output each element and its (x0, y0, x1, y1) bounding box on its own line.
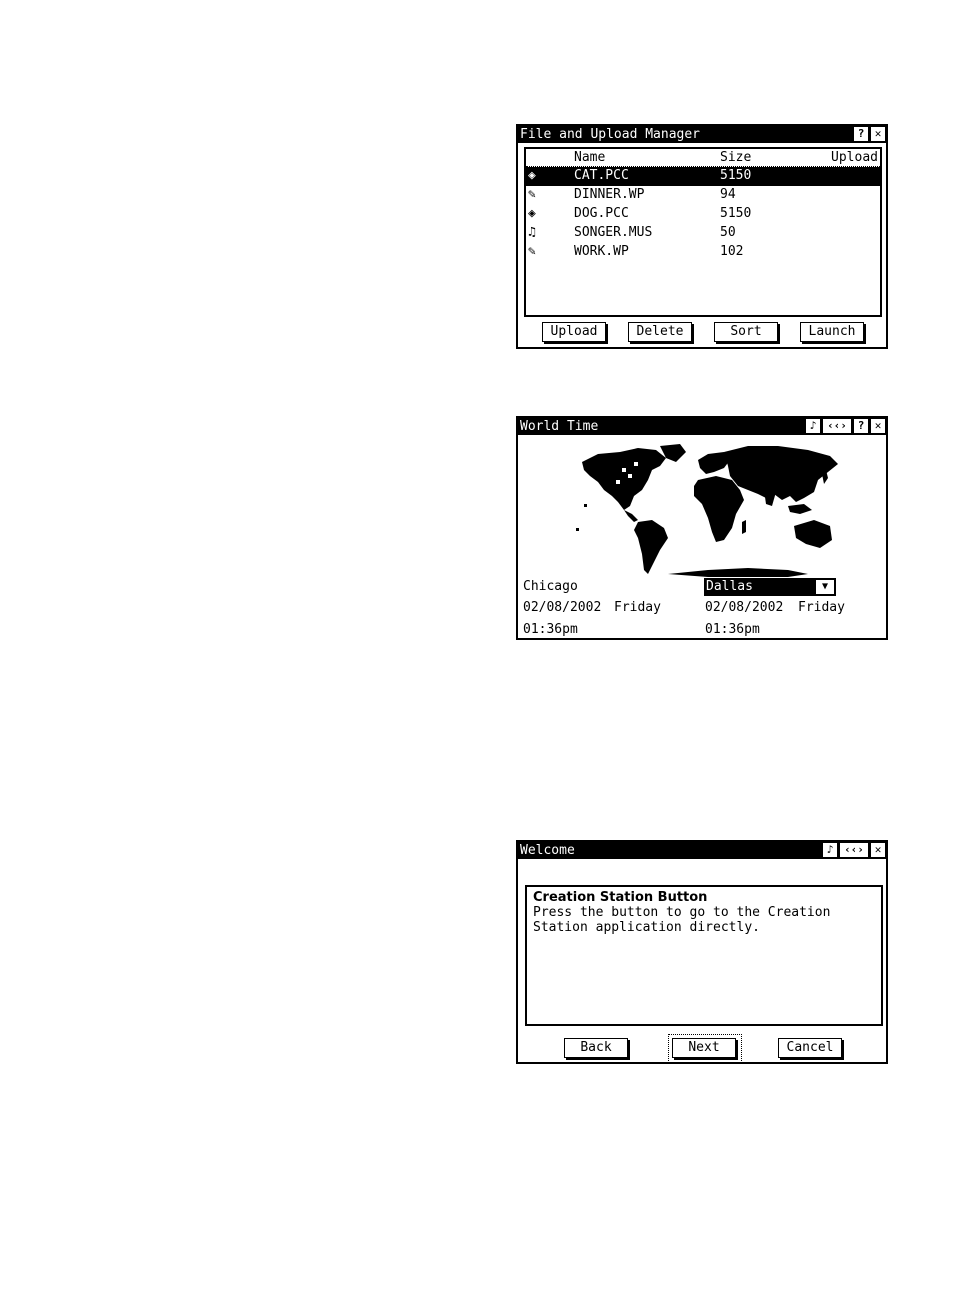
window-title: File and Upload Manager (520, 127, 701, 142)
picture-icon: ◈ (528, 206, 536, 221)
file-name: WORK.WP (574, 244, 629, 259)
cancel-button[interactable] (778, 1038, 842, 1058)
file-list-header (526, 149, 880, 167)
file-list-row[interactable] (526, 224, 880, 243)
right-day: Friday (798, 600, 845, 615)
close-icon[interactable]: ✕ (871, 843, 885, 857)
title-bar (518, 842, 886, 859)
back-button[interactable] (564, 1038, 628, 1058)
speaker-icon[interactable]: ‹‹› (840, 843, 868, 857)
file-size: 50 (720, 225, 736, 240)
window-title: World Time (520, 419, 599, 434)
sort-button-label: Sort (730, 324, 762, 339)
file-size: 5150 (720, 206, 752, 221)
upload-button-label: Upload (550, 324, 598, 339)
upload-button[interactable] (542, 322, 606, 342)
back-button-label: Back (580, 1040, 612, 1055)
welcome-window (516, 840, 888, 1064)
file-name: CAT.PCC (574, 168, 629, 183)
music-icon: ♫ (528, 225, 536, 240)
welcome-message-box (525, 885, 883, 1026)
speaker-icon[interactable]: ‹‹› (823, 419, 851, 433)
right-time: 01:36pm (705, 622, 760, 637)
file-name: DINNER.WP (574, 187, 645, 202)
world-map[interactable] (568, 440, 844, 578)
right-date: 02/08/2002 (705, 600, 784, 615)
file-size: 102 (720, 244, 744, 259)
file-size: 94 (720, 187, 736, 202)
sort-button[interactable] (714, 322, 778, 342)
title-bar (518, 418, 886, 435)
title-bar (518, 126, 886, 143)
column-header-upload[interactable]: Upload (831, 150, 878, 165)
music-note-icon[interactable]: ♪ (823, 843, 837, 857)
delete-button-label: Delete (636, 324, 684, 339)
chevron-down-icon[interactable]: ▼ (816, 580, 834, 594)
file-list[interactable] (524, 147, 882, 317)
column-header-name[interactable]: Name (574, 150, 606, 165)
world-time-window (516, 416, 888, 640)
city-dropdown[interactable] (704, 578, 836, 596)
file-list-row[interactable] (526, 205, 880, 224)
music-note-icon[interactable]: ♪ (806, 419, 820, 433)
window-title: Welcome (520, 843, 575, 858)
column-header-size[interactable]: Size (720, 150, 752, 165)
help-icon[interactable]: ? (854, 419, 868, 433)
delete-button[interactable] (628, 322, 692, 342)
file-list-row[interactable] (526, 167, 880, 186)
file-list-row[interactable] (526, 243, 880, 262)
left-time: 01:36pm (523, 622, 578, 637)
file-name: DOG.PCC (574, 206, 629, 221)
help-icon[interactable]: ? (854, 127, 868, 141)
cancel-button-label: Cancel (786, 1040, 834, 1055)
pencil-icon: ✎ (528, 244, 536, 259)
picture-icon: ◈ (528, 168, 536, 183)
next-button[interactable] (672, 1038, 736, 1058)
left-day: Friday (614, 600, 661, 615)
file-size: 5150 (720, 168, 752, 183)
launch-button[interactable] (800, 322, 864, 342)
close-icon[interactable]: ✕ (871, 127, 885, 141)
pencil-icon: ✎ (528, 187, 536, 202)
welcome-body: Press the button to go to the Creation Station application directly. (533, 905, 831, 935)
left-date: 02/08/2002 (523, 600, 602, 615)
welcome-heading: Creation Station Button (533, 890, 708, 905)
file-upload-manager-window (516, 124, 888, 349)
next-button-label: Next (688, 1040, 720, 1055)
city-dropdown-value: Dallas (706, 579, 753, 594)
file-list-row[interactable] (526, 186, 880, 205)
left-city-label: Chicago (523, 579, 578, 594)
close-icon[interactable]: ✕ (871, 419, 885, 433)
file-name: SONGER.MUS (574, 225, 653, 240)
launch-button-label: Launch (808, 324, 856, 339)
